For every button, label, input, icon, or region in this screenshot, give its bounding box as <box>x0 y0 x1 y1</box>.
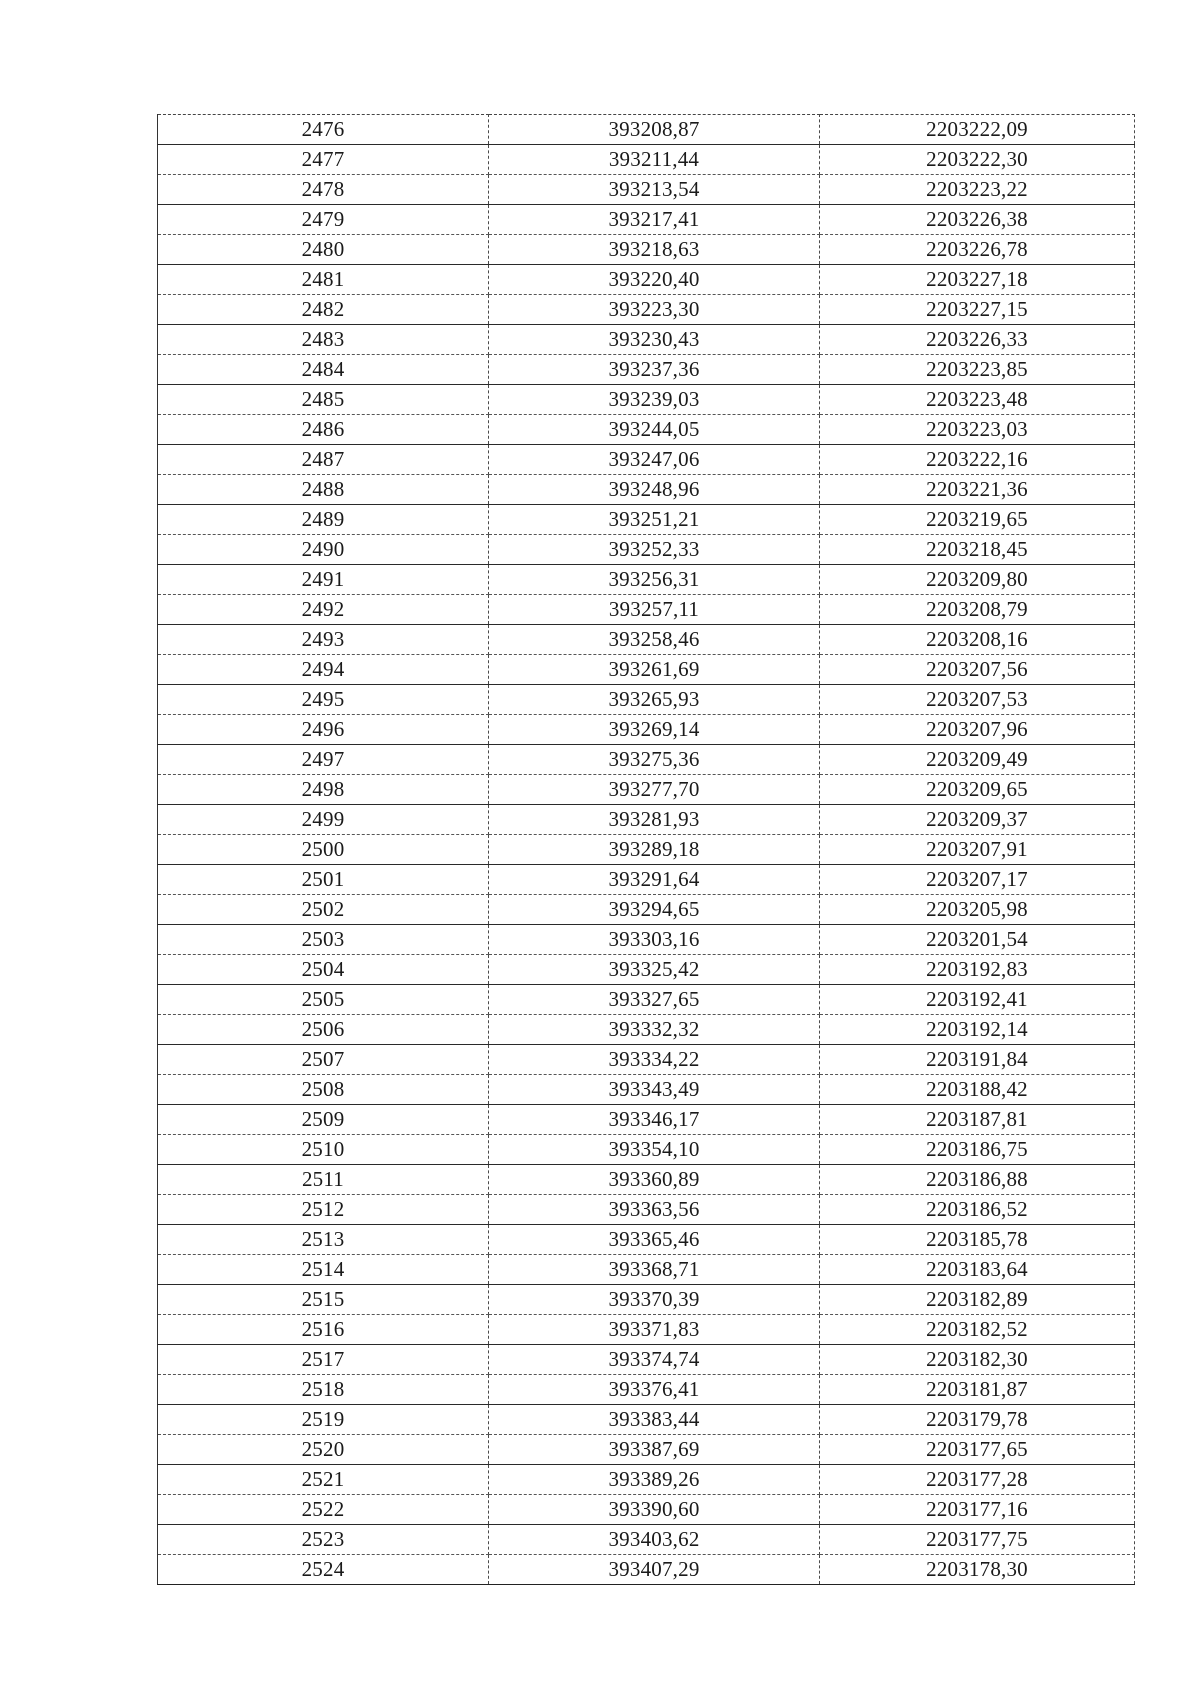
x-coordinate-cell: 393257,11 <box>489 595 820 625</box>
table-row <box>158 655 1135 685</box>
table-row <box>158 235 1135 265</box>
point-number-cell: 2484 <box>158 355 489 385</box>
x-coordinate-cell: 393217,41 <box>489 205 820 235</box>
x-coordinate-cell: 393365,46 <box>489 1225 820 1255</box>
x-coordinate-cell: 393291,64 <box>489 865 820 895</box>
point-number-cell: 2479 <box>158 205 489 235</box>
point-number-cell: 2510 <box>158 1135 489 1165</box>
point-number-cell: 2476 <box>158 115 489 145</box>
table-row <box>158 385 1135 415</box>
x-coordinate-cell: 393230,43 <box>489 325 820 355</box>
table-row <box>158 1345 1135 1375</box>
point-number-cell: 2508 <box>158 1075 489 1105</box>
x-coordinate-cell: 393247,06 <box>489 445 820 475</box>
table-row <box>158 1045 1135 1075</box>
point-number-cell: 2485 <box>158 385 489 415</box>
y-coordinate-cell: 2203182,30 <box>820 1345 1135 1375</box>
table-row <box>158 1435 1135 1465</box>
table-row <box>158 955 1135 985</box>
y-coordinate-cell: 2203219,65 <box>820 505 1135 535</box>
point-number-cell: 2482 <box>158 295 489 325</box>
point-number-cell: 2507 <box>158 1045 489 1075</box>
table-row <box>158 1375 1135 1405</box>
point-number-cell: 2491 <box>158 565 489 595</box>
x-coordinate-cell: 393248,96 <box>489 475 820 505</box>
y-coordinate-cell: 2203221,36 <box>820 475 1135 505</box>
x-coordinate-cell: 393334,22 <box>489 1045 820 1075</box>
x-coordinate-cell: 393211,44 <box>489 145 820 175</box>
table-row <box>158 415 1135 445</box>
table-row <box>158 1135 1135 1165</box>
y-coordinate-cell: 2203201,54 <box>820 925 1135 955</box>
table-row <box>158 595 1135 625</box>
x-coordinate-cell: 393327,65 <box>489 985 820 1015</box>
point-number-cell: 2505 <box>158 985 489 1015</box>
x-coordinate-cell: 393383,44 <box>489 1405 820 1435</box>
table-row <box>158 1165 1135 1195</box>
point-number-cell: 2490 <box>158 535 489 565</box>
point-number-cell: 2497 <box>158 745 489 775</box>
y-coordinate-cell: 2203218,45 <box>820 535 1135 565</box>
x-coordinate-cell: 393371,83 <box>489 1315 820 1345</box>
point-number-cell: 2520 <box>158 1435 489 1465</box>
y-coordinate-cell: 2203179,78 <box>820 1405 1135 1435</box>
x-coordinate-cell: 393275,36 <box>489 745 820 775</box>
y-coordinate-cell: 2203192,14 <box>820 1015 1135 1045</box>
y-coordinate-cell: 2203186,52 <box>820 1195 1135 1225</box>
x-coordinate-cell: 393360,89 <box>489 1165 820 1195</box>
point-number-cell: 2503 <box>158 925 489 955</box>
table-row <box>158 1195 1135 1225</box>
table-row <box>158 715 1135 745</box>
x-coordinate-cell: 393389,26 <box>489 1465 820 1495</box>
x-coordinate-cell: 393325,42 <box>489 955 820 985</box>
x-coordinate-cell: 393258,46 <box>489 625 820 655</box>
y-coordinate-cell: 2203226,38 <box>820 205 1135 235</box>
y-coordinate-cell: 2203223,48 <box>820 385 1135 415</box>
y-coordinate-cell: 2203185,78 <box>820 1225 1135 1255</box>
x-coordinate-cell: 393407,29 <box>489 1555 820 1585</box>
table-row <box>158 835 1135 865</box>
x-coordinate-cell: 393223,30 <box>489 295 820 325</box>
point-number-cell: 2521 <box>158 1465 489 1495</box>
x-coordinate-cell: 393208,87 <box>489 115 820 145</box>
y-coordinate-cell: 2203226,33 <box>820 325 1135 355</box>
point-number-cell: 2483 <box>158 325 489 355</box>
coordinates-table-body <box>158 115 1135 1585</box>
y-coordinate-cell: 2203222,30 <box>820 145 1135 175</box>
x-coordinate-cell: 393343,49 <box>489 1075 820 1105</box>
table-row <box>158 805 1135 835</box>
point-number-cell: 2493 <box>158 625 489 655</box>
x-coordinate-cell: 393370,39 <box>489 1285 820 1315</box>
table-row <box>158 1315 1135 1345</box>
x-coordinate-cell: 393281,93 <box>489 805 820 835</box>
table-row <box>158 475 1135 505</box>
point-number-cell: 2499 <box>158 805 489 835</box>
y-coordinate-cell: 2203191,84 <box>820 1045 1135 1075</box>
y-coordinate-cell: 2203205,98 <box>820 895 1135 925</box>
y-coordinate-cell: 2203192,83 <box>820 955 1135 985</box>
y-coordinate-cell: 2203207,96 <box>820 715 1135 745</box>
point-number-cell: 2492 <box>158 595 489 625</box>
x-coordinate-cell: 393368,71 <box>489 1255 820 1285</box>
table-row <box>158 175 1135 205</box>
point-number-cell: 2502 <box>158 895 489 925</box>
point-number-cell: 2524 <box>158 1555 489 1585</box>
y-coordinate-cell: 2203186,88 <box>820 1165 1135 1195</box>
table-row <box>158 565 1135 595</box>
table-row <box>158 115 1135 145</box>
table-row <box>158 1015 1135 1045</box>
y-coordinate-cell: 2203177,75 <box>820 1525 1135 1555</box>
x-coordinate-cell: 393390,60 <box>489 1495 820 1525</box>
y-coordinate-cell: 2203182,52 <box>820 1315 1135 1345</box>
x-coordinate-cell: 393261,69 <box>489 655 820 685</box>
table-row <box>158 505 1135 535</box>
table-row <box>158 1405 1135 1435</box>
x-coordinate-cell: 393244,05 <box>489 415 820 445</box>
x-coordinate-cell: 393363,56 <box>489 1195 820 1225</box>
x-coordinate-cell: 393265,93 <box>489 685 820 715</box>
y-coordinate-cell: 2203178,30 <box>820 1555 1135 1585</box>
point-number-cell: 2481 <box>158 265 489 295</box>
table-row <box>158 1225 1135 1255</box>
point-number-cell: 2489 <box>158 505 489 535</box>
x-coordinate-cell: 393294,65 <box>489 895 820 925</box>
point-number-cell: 2506 <box>158 1015 489 1045</box>
x-coordinate-cell: 393251,21 <box>489 505 820 535</box>
y-coordinate-cell: 2203208,16 <box>820 625 1135 655</box>
y-coordinate-cell: 2203208,79 <box>820 595 1135 625</box>
x-coordinate-cell: 393289,18 <box>489 835 820 865</box>
x-coordinate-cell: 393218,63 <box>489 235 820 265</box>
x-coordinate-cell: 393256,31 <box>489 565 820 595</box>
x-coordinate-cell: 393277,70 <box>489 775 820 805</box>
x-coordinate-cell: 393239,03 <box>489 385 820 415</box>
table-row <box>158 745 1135 775</box>
table-row <box>158 1285 1135 1315</box>
y-coordinate-cell: 2203186,75 <box>820 1135 1135 1165</box>
y-coordinate-cell: 2203177,28 <box>820 1465 1135 1495</box>
y-coordinate-cell: 2203209,37 <box>820 805 1135 835</box>
table-row <box>158 265 1135 295</box>
y-coordinate-cell: 2203209,49 <box>820 745 1135 775</box>
point-number-cell: 2498 <box>158 775 489 805</box>
table-row <box>158 895 1135 925</box>
point-number-cell: 2519 <box>158 1405 489 1435</box>
table-row <box>158 295 1135 325</box>
table-row <box>158 1255 1135 1285</box>
x-coordinate-cell: 393376,41 <box>489 1375 820 1405</box>
point-number-cell: 2516 <box>158 1315 489 1345</box>
y-coordinate-cell: 2203223,85 <box>820 355 1135 385</box>
y-coordinate-cell: 2203209,65 <box>820 775 1135 805</box>
table-row <box>158 985 1135 1015</box>
y-coordinate-cell: 2203226,78 <box>820 235 1135 265</box>
point-number-cell: 2512 <box>158 1195 489 1225</box>
point-number-cell: 2517 <box>158 1345 489 1375</box>
table-row <box>158 625 1135 655</box>
x-coordinate-cell: 393332,32 <box>489 1015 820 1045</box>
y-coordinate-cell: 2203227,15 <box>820 295 1135 325</box>
point-number-cell: 2501 <box>158 865 489 895</box>
x-coordinate-cell: 393354,10 <box>489 1135 820 1165</box>
y-coordinate-cell: 2203227,18 <box>820 265 1135 295</box>
point-number-cell: 2514 <box>158 1255 489 1285</box>
table-row <box>158 1465 1135 1495</box>
table-row <box>158 775 1135 805</box>
point-number-cell: 2480 <box>158 235 489 265</box>
point-number-cell: 2523 <box>158 1525 489 1555</box>
y-coordinate-cell: 2203188,42 <box>820 1075 1135 1105</box>
y-coordinate-cell: 2203187,81 <box>820 1105 1135 1135</box>
table-row <box>158 205 1135 235</box>
point-number-cell: 2518 <box>158 1375 489 1405</box>
x-coordinate-cell: 393303,16 <box>489 925 820 955</box>
coordinates-table <box>157 114 1135 1585</box>
point-number-cell: 2513 <box>158 1225 489 1255</box>
y-coordinate-cell: 2203223,22 <box>820 175 1135 205</box>
table-row <box>158 925 1135 955</box>
point-number-cell: 2504 <box>158 955 489 985</box>
point-number-cell: 2488 <box>158 475 489 505</box>
y-coordinate-cell: 2203177,16 <box>820 1495 1135 1525</box>
x-coordinate-cell: 393269,14 <box>489 715 820 745</box>
y-coordinate-cell: 2203207,53 <box>820 685 1135 715</box>
y-coordinate-cell: 2203182,89 <box>820 1285 1135 1315</box>
x-coordinate-cell: 393346,17 <box>489 1105 820 1135</box>
table-row <box>158 1105 1135 1135</box>
point-number-cell: 2515 <box>158 1285 489 1315</box>
y-coordinate-cell: 2203192,41 <box>820 985 1135 1015</box>
table-row <box>158 865 1135 895</box>
table-row <box>158 1495 1135 1525</box>
table-row <box>158 535 1135 565</box>
table-row <box>158 1525 1135 1555</box>
table-row <box>158 145 1135 175</box>
x-coordinate-cell: 393220,40 <box>489 265 820 295</box>
table-row <box>158 1075 1135 1105</box>
table-row <box>158 445 1135 475</box>
point-number-cell: 2487 <box>158 445 489 475</box>
x-coordinate-cell: 393403,62 <box>489 1525 820 1555</box>
x-coordinate-cell: 393237,36 <box>489 355 820 385</box>
y-coordinate-cell: 2203222,09 <box>820 115 1135 145</box>
y-coordinate-cell: 2203207,17 <box>820 865 1135 895</box>
x-coordinate-cell: 393213,54 <box>489 175 820 205</box>
point-number-cell: 2509 <box>158 1105 489 1135</box>
point-number-cell: 2511 <box>158 1165 489 1195</box>
x-coordinate-cell: 393252,33 <box>489 535 820 565</box>
point-number-cell: 2495 <box>158 685 489 715</box>
point-number-cell: 2496 <box>158 715 489 745</box>
table-row <box>158 325 1135 355</box>
y-coordinate-cell: 2203207,91 <box>820 835 1135 865</box>
point-number-cell: 2522 <box>158 1495 489 1525</box>
y-coordinate-cell: 2203209,80 <box>820 565 1135 595</box>
point-number-cell: 2486 <box>158 415 489 445</box>
table-row <box>158 1555 1135 1585</box>
point-number-cell: 2478 <box>158 175 489 205</box>
table-row <box>158 685 1135 715</box>
point-number-cell: 2500 <box>158 835 489 865</box>
y-coordinate-cell: 2203222,16 <box>820 445 1135 475</box>
x-coordinate-cell: 393374,74 <box>489 1345 820 1375</box>
point-number-cell: 2477 <box>158 145 489 175</box>
y-coordinate-cell: 2203223,03 <box>820 415 1135 445</box>
y-coordinate-cell: 2203177,65 <box>820 1435 1135 1465</box>
y-coordinate-cell: 2203183,64 <box>820 1255 1135 1285</box>
y-coordinate-cell: 2203181,87 <box>820 1375 1135 1405</box>
point-number-cell: 2494 <box>158 655 489 685</box>
table-row <box>158 355 1135 385</box>
x-coordinate-cell: 393387,69 <box>489 1435 820 1465</box>
y-coordinate-cell: 2203207,56 <box>820 655 1135 685</box>
